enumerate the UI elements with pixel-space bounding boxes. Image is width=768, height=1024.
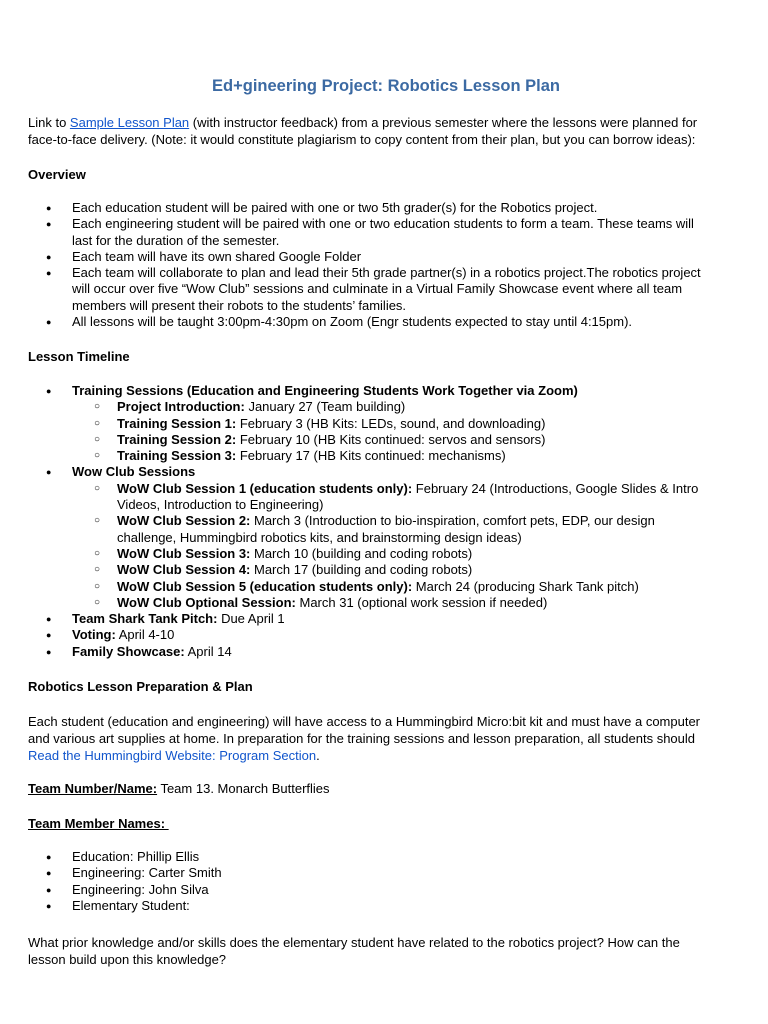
item-text: Due April 1 bbox=[217, 611, 285, 627]
list-item-text: Each education student will be paired with one or two 5th grader(s) for the Robotics project. bbox=[72, 200, 598, 215]
prep-heading bbox=[28, 679, 744, 694]
item-text: March 17 (building and coding robots) bbox=[250, 562, 473, 578]
item-text: March 24 (producing Shark Tank pitch) bbox=[412, 578, 639, 594]
item-text: February 17 (HB Kits continued: mechanisms) bbox=[236, 448, 506, 464]
item-text: January 27 (Team building) bbox=[244, 399, 406, 415]
team-number-value: Team 13. Monarch Butterflies bbox=[157, 781, 330, 796]
prep-line2: and various art supplies at home. In preparation for the training sessions and lesson preparation, all students should bbox=[28, 731, 696, 746]
item-label: Training Session 2: bbox=[117, 431, 237, 447]
training-heading: Training Sessions (Education and Engineering Students Work Together via Zoom) bbox=[72, 383, 578, 398]
item-label: WoW Club Session 3: bbox=[117, 545, 251, 561]
item-text: Videos, Introduction to Engineering) bbox=[117, 497, 324, 513]
wow-heading: Wow Club Sessions bbox=[72, 464, 196, 480]
member-text: Elementary Student: bbox=[72, 897, 190, 913]
list-item-text: All lessons will be taught 3:00pm-4:30pm on Zoom (Engr students expected to stay until 4:15pm). bbox=[72, 314, 633, 330]
list-item bbox=[28, 200, 744, 216]
sub-list-item bbox=[28, 513, 744, 546]
sub-list-item bbox=[28, 579, 744, 595]
list-item bbox=[28, 383, 744, 399]
item-text: February 10 (HB Kits continued: servos and sensors) bbox=[236, 431, 546, 447]
list-item-text: Each team will have its own shared Google Folder bbox=[72, 248, 362, 264]
timeline-heading-text: Lesson Timeline bbox=[28, 349, 130, 364]
member-text: Education: Phillip Ellis bbox=[72, 849, 200, 864]
item-label: Team Shark Tank Pitch: bbox=[72, 611, 218, 627]
item-text: April 4-10 bbox=[115, 627, 175, 643]
item-label: Training Session 1: bbox=[117, 415, 237, 431]
overview-heading bbox=[28, 166, 744, 183]
question-line2: lesson build upon this knowledge? bbox=[28, 952, 227, 967]
item-text: March 3 (Introduction to bio-inspiration, comfort pets, EDP, our design bbox=[250, 513, 655, 529]
item-label: WoW Club Session 4: bbox=[117, 562, 251, 578]
list-item-text: will occur over five “Wow Club” sessions and culminate in a Virtual Family Showcase event where all team bbox=[72, 281, 683, 297]
item-label: Family Showcase: bbox=[72, 643, 185, 659]
list-item-text: members will present their robots to the students’ families. bbox=[72, 297, 407, 313]
page-title: Ed+gineering Project: Robotics Lesson Plan bbox=[212, 77, 560, 95]
item-text: February 3 (HB Kits: LEDs, sound, and downloading) bbox=[236, 415, 546, 431]
team-number-label: Team Number/Name: bbox=[28, 781, 158, 796]
item-text: March 31 (optional work session if needed) bbox=[295, 594, 548, 610]
list-item bbox=[28, 216, 744, 249]
team-number-row bbox=[28, 781, 744, 796]
list-item-text: Each team will collaborate to plan and lead their 5th grade partner(s) in a robotics project.The robotics project bbox=[72, 265, 701, 281]
prep-heading-text: Robotics Lesson Preparation & Plan bbox=[28, 679, 253, 694]
item-text: challenge, Hummingbird robotics kits, and brainstorming design ideas) bbox=[117, 529, 522, 545]
question-line1: What prior knowledge and/or skills does the elementary student have related to the robotics project? How can the bbox=[28, 935, 680, 950]
sub-list-item bbox=[28, 432, 744, 448]
team-members-heading bbox=[28, 816, 744, 831]
sub-list-item bbox=[28, 595, 744, 611]
item-label: WoW Club Session 5 (education students only): bbox=[117, 578, 413, 594]
team-members-list bbox=[28, 849, 744, 914]
item-label: WoW Club Optional Session: bbox=[117, 594, 296, 610]
item-text: February 24 (Introductions, Google Slides & Intro bbox=[412, 480, 699, 496]
member-text: Engineering: John Silva bbox=[72, 881, 209, 897]
timeline-list bbox=[28, 383, 744, 660]
sub-list-item bbox=[28, 562, 744, 578]
timeline-heading bbox=[28, 349, 744, 364]
intro-line2: face-to-face delivery. (Note: it would constitute plagiarism to copy content from their plan, but you can borrow ideas): bbox=[28, 132, 696, 147]
item-text: April 14 bbox=[184, 643, 232, 659]
sample-lesson-plan-link[interactable]: Sample Lesson Plan bbox=[69, 115, 190, 130]
list-item bbox=[28, 249, 744, 265]
list-item-text: last for the duration of the semester. bbox=[72, 232, 280, 248]
sub-list-item bbox=[28, 416, 744, 432]
item-label: WoW Club Session 1 (education students only): bbox=[117, 480, 413, 496]
prep-line1: Each student (education and engineering) will have access to a Hummingbird Micro:bit kit and must have a computer bbox=[28, 714, 701, 729]
list-item-text: Each engineering student will be paired with one or two education students to form a team. These teams will bbox=[72, 216, 694, 232]
overview-list bbox=[28, 200, 744, 330]
list-item bbox=[28, 611, 744, 627]
sub-list-item bbox=[28, 399, 744, 415]
list-item bbox=[28, 644, 744, 660]
list-item bbox=[28, 865, 744, 881]
list-item bbox=[28, 265, 744, 314]
intro-prefix: Link to bbox=[28, 115, 70, 130]
sub-list-item bbox=[28, 448, 744, 464]
list-item bbox=[28, 314, 744, 330]
hummingbird-website-link[interactable]: Read the Hummingbird Website: Program Section bbox=[28, 748, 317, 763]
member-text: Engineering: Carter Smith bbox=[72, 865, 222, 881]
list-item bbox=[28, 627, 744, 643]
intro-paragraph bbox=[28, 114, 744, 148]
item-label: Voting: bbox=[72, 627, 116, 643]
sub-list-item bbox=[28, 546, 744, 562]
team-members-label: Team Member Names: bbox=[28, 816, 169, 831]
item-label: Training Session 3: bbox=[117, 448, 237, 464]
list-item bbox=[28, 882, 744, 898]
question-paragraph bbox=[28, 934, 744, 968]
list-item bbox=[28, 898, 744, 914]
overview-heading-text: Overview bbox=[28, 167, 86, 182]
item-text: March 10 (building and coding robots) bbox=[250, 545, 473, 561]
list-item bbox=[28, 464, 744, 480]
prep-paragraph bbox=[28, 713, 744, 764]
link-suffix: . bbox=[316, 748, 320, 763]
intro-suffix: (with instructor feedback) from a previous semester where the lessons were planned for bbox=[189, 115, 698, 130]
list-item bbox=[28, 849, 744, 865]
item-label: Project Introduction: bbox=[117, 399, 245, 415]
item-label: WoW Club Session 2: bbox=[117, 513, 251, 529]
sub-list-item bbox=[28, 481, 744, 514]
